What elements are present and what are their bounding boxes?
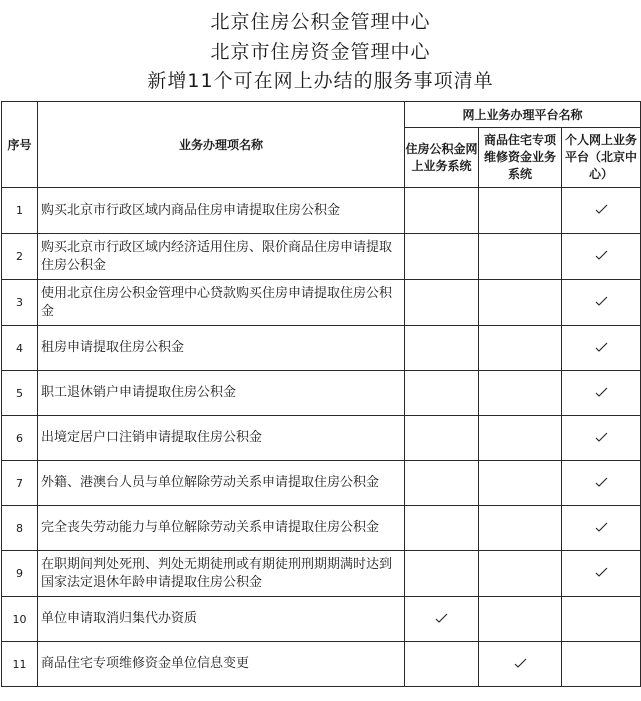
- header-platform-group: 网上业务办理平台名称: [405, 102, 641, 128]
- service-name: 使用北京住房公积金管理中心贷款购买住房申请提取住房公积金: [38, 280, 405, 326]
- table-row: [2, 416, 641, 461]
- platform-cell-1: [405, 326, 479, 371]
- row-number: 2: [2, 234, 38, 280]
- row-number: 4: [2, 326, 38, 371]
- platform-cell-1: [405, 551, 479, 597]
- check-mark-icon: [595, 296, 608, 306]
- platform-cell-3: [562, 371, 641, 416]
- platform-cell-1: [405, 234, 479, 280]
- platform-cell-2: [479, 371, 562, 416]
- header-name: 业务办理项名称: [38, 102, 405, 188]
- platform-cell-2: [479, 326, 562, 371]
- service-name: 购买北京市行政区域内商品住房申请提取住房公积金: [38, 188, 405, 234]
- check-mark-icon: [435, 613, 448, 623]
- row-number: 8: [2, 506, 38, 551]
- services-table: [1, 101, 641, 687]
- check-mark-icon: [595, 522, 608, 532]
- row-number: 11: [2, 642, 38, 687]
- check-mark-icon: [595, 204, 608, 214]
- header-platform-2: 商品住宅专项维修资金业务系统: [479, 128, 562, 188]
- platform-cell-3: [562, 642, 641, 687]
- service-name: 完全丧失劳动能力与单位解除劳动关系申请提取住房公积金: [38, 506, 405, 551]
- platform-cell-3: [562, 551, 641, 597]
- table-row: [2, 597, 641, 642]
- platform-cell-2: [479, 461, 562, 506]
- row-number: 5: [2, 371, 38, 416]
- check-mark-icon: [595, 342, 608, 352]
- table-row: [2, 280, 641, 326]
- platform-cell-3: [562, 326, 641, 371]
- platform-cell-2: [479, 506, 562, 551]
- row-number: 3: [2, 280, 38, 326]
- platform-cell-2: [479, 416, 562, 461]
- platform-cell-2: [479, 188, 562, 234]
- check-mark-icon: [595, 387, 608, 397]
- service-name: 购买北京市行政区域内经济适用住房、限价商品住房申请提取住房公积金: [38, 234, 405, 280]
- platform-cell-3: [562, 597, 641, 642]
- header-no: 序号: [2, 102, 38, 188]
- platform-cell-1: [405, 416, 479, 461]
- table-row: [2, 506, 641, 551]
- platform-cell-2: [479, 642, 562, 687]
- service-name: 出境定居户口注销申请提取住房公积金: [38, 416, 405, 461]
- platform-cell-2: [479, 597, 562, 642]
- platform-cell-1: [405, 642, 479, 687]
- platform-cell-2: [479, 234, 562, 280]
- row-number: 9: [2, 551, 38, 597]
- platform-cell-1: [405, 188, 479, 234]
- platform-cell-2: [479, 280, 562, 326]
- table-row: [2, 461, 641, 506]
- header-platform-1: 住房公积金网上业务系统: [405, 128, 479, 188]
- row-number: 10: [2, 597, 38, 642]
- platform-cell-3: [562, 461, 641, 506]
- check-mark-icon: [595, 250, 608, 260]
- service-name: 外籍、港澳台人员与单位解除劳动关系申请提取住房公积金: [38, 461, 405, 506]
- check-mark-icon: [595, 432, 608, 442]
- service-name: 租房申请提取住房公积金: [38, 326, 405, 371]
- platform-cell-2: [479, 551, 562, 597]
- platform-cell-3: [562, 234, 641, 280]
- platform-cell-3: [562, 506, 641, 551]
- platform-cell-1: [405, 597, 479, 642]
- title-line-1: 北京住房公积金管理中心: [210, 11, 431, 33]
- check-mark-icon: [514, 658, 527, 668]
- title-line-3: 新增11个可在网上办结的服务事项清单: [147, 70, 494, 92]
- header-platform-3: 个人网上业务平台（北京中心）: [562, 128, 641, 188]
- table-row: [2, 188, 641, 234]
- platform-cell-1: [405, 506, 479, 551]
- service-name: 商品住宅专项维修资金单位信息变更: [38, 642, 405, 687]
- table-body: [2, 188, 641, 687]
- check-mark-icon: [595, 567, 608, 577]
- table-row: [2, 234, 641, 280]
- platform-cell-3: [562, 416, 641, 461]
- row-number: 1: [2, 188, 38, 234]
- row-number: 7: [2, 461, 38, 506]
- title-line-2: 北京市住房资金管理中心: [210, 41, 431, 63]
- platform-cell-3: [562, 188, 641, 234]
- platform-cell-3: [562, 280, 641, 326]
- service-name: 职工退休销户申请提取住房公积金: [38, 371, 405, 416]
- service-name: 在职期间判处死刑、判处无期徒刑或有期徒刑刑期期满时达到国家法定退休年龄申请提取住房公积金: [38, 551, 405, 597]
- table-row: [2, 551, 641, 597]
- row-number: 6: [2, 416, 38, 461]
- table-row: [2, 642, 641, 687]
- check-mark-icon: [595, 477, 608, 487]
- platform-cell-1: [405, 371, 479, 416]
- platform-cell-1: [405, 461, 479, 506]
- table-row: [2, 371, 641, 416]
- platform-cell-1: [405, 280, 479, 326]
- table-row: [2, 326, 641, 371]
- service-name: 单位申请取消归集代办资质: [38, 597, 405, 642]
